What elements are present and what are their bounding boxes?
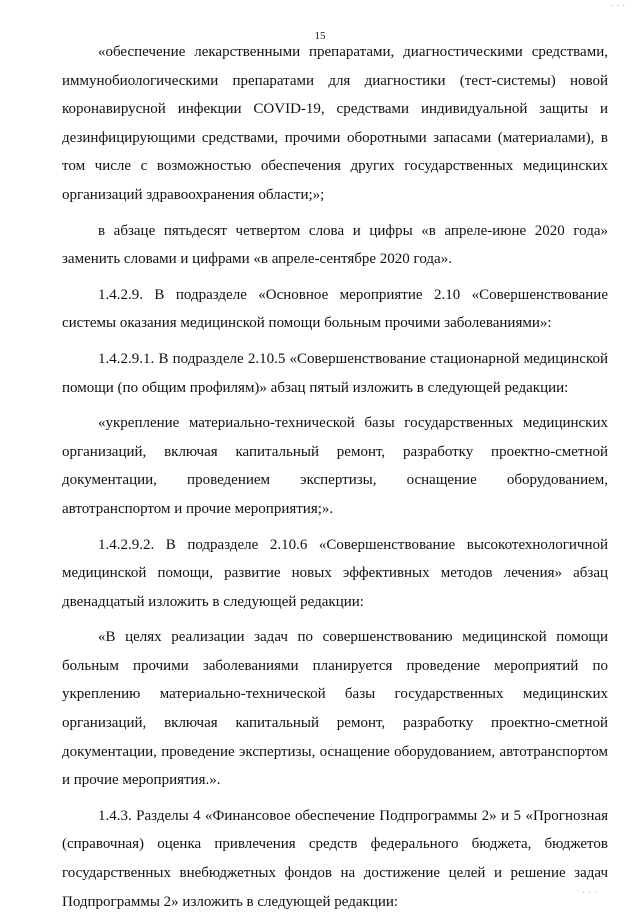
page-number: 15 (314, 30, 326, 42)
paragraph-section-1-4-3: 1.4.3. Разделы 4 «Финансовое обеспечение Подпрограммы 2» и 5 «Прогнозная (справочная) оценка привлечения средств федерального бюджета, бюджетов государственных внебюджетных фондов на достижение целей и решение задач Подпрограммы 2» изложить в следующей редакции: (62, 807, 608, 910)
paragraph-section-1-4-2-9: 1.4.2.9. В подразделе «Основное мероприятие 2.10 «Совершенствование системы оказания медицинской помощи больным прочими заболеваниями»: (62, 286, 608, 332)
paragraph-quote-provision: «обеспечение лекарственными препаратами, диагностическими средствами, иммунобиологическими препаратами для диагностики (тест-системы) новой коронавирусной инфекции COVID-19, средствами индивидуальной защиты и дезинфицирующими средствами, прочими оборотными запасами (материалами), в том числе с возможностью обеспечения других государственных медицинских организаций здравоохранения области;»; (62, 44, 608, 203)
paragraph-fifty-fourth-amendment: в абзаце пятьдесят четвертом слова и цифры «в апреле-июне 2020 года» заменить словами и цифрами «в апреле-сентябре 2020 года». (62, 222, 608, 268)
scan-mark-top: · · · (610, 2, 626, 10)
paragraph-section-1-4-2-9-1: 1.4.2.9.1. В подразделе 2.10.5 «Совершенствование стационарной медицинской помощи (по общим профилям)» абзац пятый изложить в следующей редакции: (62, 350, 608, 396)
paragraph-quote-material-base: «укрепление материально-технической базы государственных медицинских организаций, включая капитальный ремонт, разработку проектно-сметной документации, проведением экспертизы, оснащение оборудованием, автотранспортом и прочие мероприятия;». (62, 415, 608, 517)
scan-mark-bottom: · · · (582, 889, 598, 897)
paragraph-section-1-4-2-9-2: 1.4.2.9.2. В подразделе 2.10.6 «Совершенствование высокотехнологичной медицинской помощи, развитие новых эффективных методов лечения» абзац двенадцатый изложить в следующей редакции: (62, 536, 608, 610)
document-body (62, 38, 608, 923)
paragraph-quote-goals: «В целях реализации задач по совершенствованию медицинской помощи больным прочими заболеваниями планируется проведение мероприятий по укреплению материально-технической базы государственных медицинских организаций, включая капитальный ремонт, разработку проектно-сметной документации, проведение экспертизы, оснащение оборудованием, автотранспортом и прочие мероприятия.». (62, 629, 608, 789)
